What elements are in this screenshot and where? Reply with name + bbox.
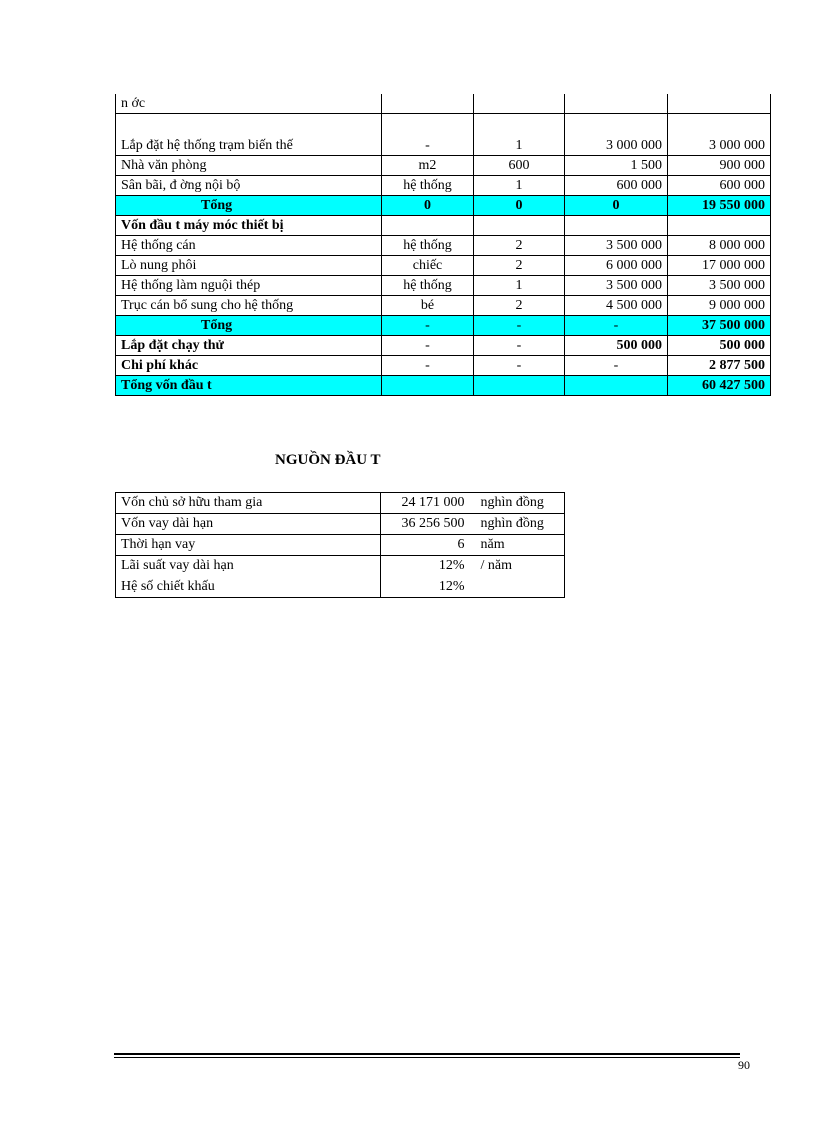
row-quantity: - — [474, 356, 565, 376]
row-quantity — [474, 94, 565, 114]
funding-source-table — [115, 492, 565, 598]
footer-rule-thin — [114, 1057, 740, 1058]
source-label: Vốn chủ sở hữu tham gia — [116, 493, 381, 514]
section-header-row — [116, 216, 771, 236]
row-quantity: - — [474, 336, 565, 356]
source-value: 12% — [381, 556, 473, 577]
table-row — [116, 276, 771, 296]
row-description: Lắp đặt chạy thử — [116, 336, 382, 356]
row-description: Chi phí khác — [116, 356, 382, 376]
source-label: Thời hạn vay — [116, 535, 381, 556]
subtotal-label: Tổng — [116, 316, 382, 336]
table-row — [116, 493, 565, 514]
table-row — [116, 114, 771, 156]
row-total: 900 000 — [668, 156, 771, 176]
row-unit: - — [382, 114, 474, 156]
table-row — [116, 535, 565, 556]
source-unit: nghìn đồng — [473, 514, 565, 535]
row-description: Lò nung phôi — [116, 256, 382, 276]
investment-table — [115, 94, 771, 396]
row-unit: chiếc — [382, 256, 474, 276]
row-description: Sân bãi, đ ờng nội bộ — [116, 176, 382, 196]
row-description: Nhà văn phòng — [116, 156, 382, 176]
table-row — [116, 336, 771, 356]
row-unit-price: 3 000 000 — [565, 114, 668, 156]
page-number: 90 — [738, 1058, 750, 1072]
table-row — [116, 256, 771, 276]
table-row — [116, 576, 565, 597]
row-quantity: 1 — [474, 176, 565, 196]
row-description: Hệ thống cán — [116, 236, 382, 256]
row-unit: - — [382, 356, 474, 376]
row-unit: bé — [382, 296, 474, 316]
row-unit: hệ thống — [382, 276, 474, 296]
source-unit: nghìn đồng — [473, 493, 565, 514]
source-value: 24 171 000 — [381, 493, 473, 514]
row-total: 17 000 000 — [668, 256, 771, 276]
row-quantity — [474, 376, 565, 396]
footer-rule — [114, 1053, 740, 1055]
row-quantity: 2 — [474, 236, 565, 256]
subtotal-row — [116, 196, 771, 216]
row-unit-price: 3 500 000 — [565, 276, 668, 296]
row-unit-price: - — [565, 356, 668, 376]
row-quantity: 2 — [474, 256, 565, 276]
grand-total-label: Tổng vốn đầu t — [116, 376, 382, 396]
table-row — [116, 514, 565, 535]
subtotal-row — [116, 316, 771, 336]
table-row — [116, 296, 771, 316]
row-unit — [382, 94, 474, 114]
row-unit: hệ thống — [382, 236, 474, 256]
subtotal-value: 37 500 000 — [668, 316, 771, 336]
row-total: 500 000 — [668, 336, 771, 356]
row-unit-price: 0 — [565, 196, 668, 216]
table-row — [116, 556, 565, 577]
table-row — [116, 356, 771, 376]
row-total: 9 000 000 — [668, 296, 771, 316]
row-unit — [382, 216, 474, 236]
row-total: 8 000 000 — [668, 236, 771, 256]
row-unit: - — [382, 316, 474, 336]
row-unit-price — [565, 216, 668, 236]
row-description: Lắp đặt hệ thống trạm biến thế — [121, 138, 293, 154]
source-unit — [473, 576, 565, 597]
source-label: Vốn vay dài hạn — [116, 514, 381, 535]
source-label: Lãi suất vay dài hạn — [121, 558, 234, 574]
row-total: 600 000 — [668, 176, 771, 196]
row-description: Hệ thống làm nguội thép — [116, 276, 382, 296]
row-quantity: - — [474, 316, 565, 336]
table-row — [116, 94, 771, 114]
source-label: Hệ số chiết khấu — [121, 578, 215, 594]
row-quantity: 1 — [474, 114, 565, 156]
row-quantity: 600 — [474, 156, 565, 176]
row-quantity: 1 — [474, 276, 565, 296]
row-total: 2 877 500 — [668, 356, 771, 376]
row-total: 3 000 000 — [668, 114, 771, 156]
row-unit-price: 3 500 000 — [565, 236, 668, 256]
row-quantity: 0 — [474, 196, 565, 216]
row-unit: 0 — [382, 196, 474, 216]
row-quantity — [474, 216, 565, 236]
source-unit: / năm — [480, 558, 512, 574]
row-unit-price — [565, 376, 668, 396]
row-unit-price: 500 000 — [565, 336, 668, 356]
row-unit-price: 4 500 000 — [565, 296, 668, 316]
row-total — [668, 216, 771, 236]
row-unit-price: - — [565, 316, 668, 336]
table-row — [116, 156, 771, 176]
row-unit: hệ thống — [382, 176, 474, 196]
source-value: 6 — [381, 535, 473, 556]
row-total: 3 500 000 — [668, 276, 771, 296]
subtotal-value: 19 550 000 — [668, 196, 771, 216]
row-description: Trục cán bổ sung cho hệ thống — [116, 296, 382, 316]
row-unit: m2 — [382, 156, 474, 176]
subtotal-label: Tổng — [116, 196, 382, 216]
row-quantity: 2 — [474, 296, 565, 316]
source-unit: năm — [473, 535, 565, 556]
row-unit-price: 600 000 — [565, 176, 668, 196]
row-unit-price: 6 000 000 — [565, 256, 668, 276]
grand-total-row — [116, 376, 771, 396]
section-title: Vốn đầu t máy móc thiết bị — [116, 216, 382, 236]
section-heading: NGUỒN ĐẦU T — [275, 452, 381, 468]
row-unit-price — [565, 94, 668, 114]
table-row — [116, 176, 771, 196]
table-row — [116, 236, 771, 256]
row-unit — [382, 376, 474, 396]
row-total — [668, 94, 771, 114]
row-unit-price: 1 500 — [565, 156, 668, 176]
row-unit: - — [382, 336, 474, 356]
source-value: 12% — [381, 576, 473, 597]
grand-total-value: 60 427 500 — [668, 376, 771, 396]
row-description: n ớc — [116, 94, 382, 114]
source-value: 36 256 500 — [381, 514, 473, 535]
